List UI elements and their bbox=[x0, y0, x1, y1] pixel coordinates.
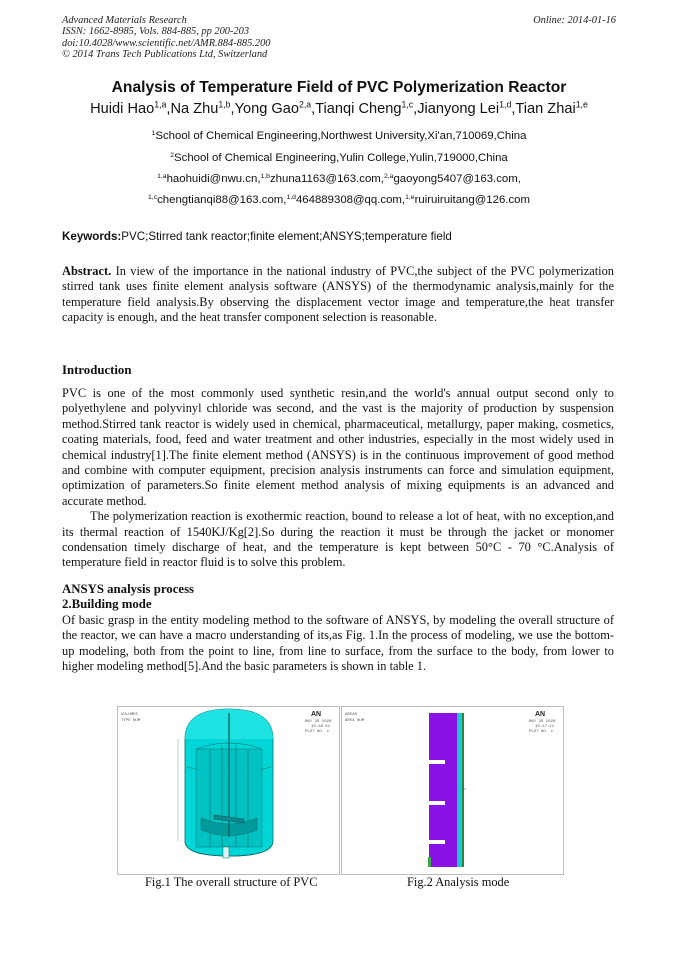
ansys-heading: ANSYS analysis process bbox=[62, 582, 195, 596]
introduction-heading: Introduction bbox=[62, 363, 132, 377]
keywords-label: Keywords: bbox=[62, 230, 122, 243]
online-date: Online: 2014-01-16 bbox=[533, 15, 616, 26]
copyright-line: © 2014 Trans Tech Publications Ltd, Switzerland bbox=[62, 49, 268, 61]
email-sup: 2,a bbox=[383, 172, 394, 180]
journal-name: Advanced Materials Research bbox=[62, 15, 187, 26]
fig1-time: 15:46:51 bbox=[311, 725, 331, 729]
email-address: chengtianqi88@163.com, bbox=[157, 194, 287, 206]
email-line-2 bbox=[0, 194, 678, 206]
fig1-date: MAY 28 2020 bbox=[305, 720, 332, 724]
introduction-paragraph-2: The polymerization reaction is exothermic reaction, bound to release a lot of heat, with no exception,and its thermal reaction of 1540KJ/Kg[2].So during the reaction it must be through the jacket or monomer condensation timely discharge of heat, and the temperature is kept between 50°C - 70 °C.Analysis of temperature field in reactor fluid is to solve this problem. bbox=[62, 509, 614, 570]
journal-header bbox=[62, 15, 270, 61]
affiliation-1 bbox=[0, 130, 678, 142]
abstract-text: In view of the importance in the national industry of PVC,the subject of the PVC polymerization stirred tank uses finite element analysis software (ANSYS) of the thermodynamic analysis,mainly for the temperature field analysis.By observing the displacement vector image and temperature,the heat transfer capacity is enough, and the heat transfer component selection is reasonable. bbox=[62, 264, 614, 325]
building-mode-body bbox=[62, 613, 614, 675]
email-address: zhuna1163@163.com, bbox=[269, 173, 384, 185]
doi-line: doi:10.4028/www.scientific.net/AMR.884-885.200 bbox=[62, 37, 271, 49]
author-sup: 1,c bbox=[401, 99, 414, 110]
author-list: Huidi Hao$^{1,a}$,Na Zhu$^{1,b}$,Yong Gao$^{2,a}$,Tianqi Cheng$^{1,c}$,Jianyong Lei$^{1,d}$,Tian Zhai$^{1,e}$ bbox=[90, 99, 588, 117]
author-sup: 2,a bbox=[298, 99, 312, 110]
author-name: Tian Zhai bbox=[515, 101, 576, 117]
author-sup: 1,a bbox=[154, 99, 167, 110]
author-sup: 1,b bbox=[218, 99, 231, 110]
paper-title: Analysis of Temperature Field of PVC Polymerization Reactor bbox=[111, 79, 567, 96]
fig2-date: MAY 28 2020 bbox=[529, 720, 556, 724]
introduction-body bbox=[62, 386, 614, 571]
fig1-label-type: TYPE NUM bbox=[121, 719, 141, 723]
figure-2-image bbox=[342, 707, 563, 874]
abstract-label: Abstract. bbox=[62, 264, 112, 278]
figure-1-reactor-structure bbox=[117, 706, 340, 875]
fig1-plot-no: PLOT NO. 1 bbox=[305, 730, 330, 734]
fig2-time: 15:47:11 bbox=[535, 725, 555, 729]
author-sup: 1,e bbox=[575, 99, 588, 110]
abstract bbox=[62, 264, 614, 326]
author-name: Yong Gao bbox=[234, 101, 299, 117]
email-address: gaoyong5407@163.com, bbox=[393, 173, 521, 185]
keywords-text: PVC;Stirred tank reactor;finite element;ANSYS;temperature field bbox=[121, 230, 452, 243]
figure-1-caption: Fig.1 The overall structure of PVC bbox=[145, 875, 318, 889]
author-name: Na Zhu bbox=[170, 101, 219, 117]
email-sup: 1,d bbox=[286, 193, 296, 201]
email-address: haohuidi@nwu.cn, bbox=[166, 173, 261, 185]
figure-1-image bbox=[118, 707, 339, 874]
affiliation-sup: 2 bbox=[170, 151, 175, 159]
author-name: Jianyong Lei bbox=[417, 101, 500, 117]
email-line-1 bbox=[0, 173, 678, 185]
author-name: Huidi Hao bbox=[90, 101, 155, 117]
ansys-logo-icon: AN bbox=[311, 711, 322, 718]
affiliation-text: School of Chemical Engineering,Northwest University,Xi'an,710069,China bbox=[155, 130, 527, 142]
fig2-label-area-num: AREA NUM bbox=[345, 719, 365, 723]
building-mode-heading: 2.Building mode bbox=[62, 597, 152, 611]
email-sup: 1,c bbox=[148, 193, 158, 201]
author-sup: 1,d bbox=[499, 99, 512, 110]
keywords bbox=[62, 230, 452, 243]
affiliation-text: School of Chemical Engineering,Yulin College,Yulin,719000,China bbox=[174, 152, 508, 164]
fig2-label-areas: AREAS bbox=[345, 713, 358, 717]
email-address: ruiruiruitang@126.com bbox=[414, 194, 530, 206]
author-name: Tianqi Cheng bbox=[315, 101, 402, 117]
analysis-mesh-drawing bbox=[428, 713, 466, 867]
fig1-label-volumes: VOLUMES bbox=[121, 713, 138, 717]
building-mode-paragraph: Of basic grasp in the entity modeling method to the software of ANSYS, by modeling the overall structure of the reactor, we can have a macro understanding of its,as Fig. 1.In the process of modeling, we use the bottom-up modeling, both from the point to line, from line to surface, from the surface to the body, from lower to higher modeling method[5].And the basic parameters is shown in table 1. bbox=[62, 613, 614, 674]
affiliation-2 bbox=[0, 152, 678, 164]
issn-line: ISSN: 1662-8985, Vols. 884-885, pp 200-203 bbox=[62, 26, 250, 38]
ansys-logo-icon: AN bbox=[535, 711, 546, 718]
figure-2-caption: Fig.2 Analysis mode bbox=[407, 875, 510, 889]
fig2-plot-no: PLOT NO. 1 bbox=[529, 730, 554, 734]
email-sup: 1,e bbox=[405, 193, 415, 201]
email-sup: 1,b bbox=[260, 172, 270, 180]
email-sup: 1,a bbox=[157, 172, 167, 180]
reactor-vessel-drawing bbox=[178, 709, 273, 858]
figure-2-analysis-mode bbox=[341, 706, 564, 875]
email-address: 464889308@qq.com, bbox=[295, 194, 406, 206]
introduction-paragraph-1: PVC is one of the most commonly used synthetic resin,and the world's annual output second only to polyethylene and polyvinyl chloride was second, and the vast is the majority of production by suspension method.Stirred tank reactor is widely used in chemical, pharmaceutical, metallurgy, paper making, cosmetics, coating materials, food, feed and water treatment and other industries, especially in the most widely used in chemical industry[1].The finite element method (ANSYS) is in the continuous improvement of good method and combine with computer equipment, precision analysis instruments can force and simulation equipment, optimization of parameters.So finite element method analysis of mixing equipments is an advanced and accurate method. bbox=[62, 386, 614, 508]
affiliation-sup: 1 bbox=[151, 129, 156, 137]
